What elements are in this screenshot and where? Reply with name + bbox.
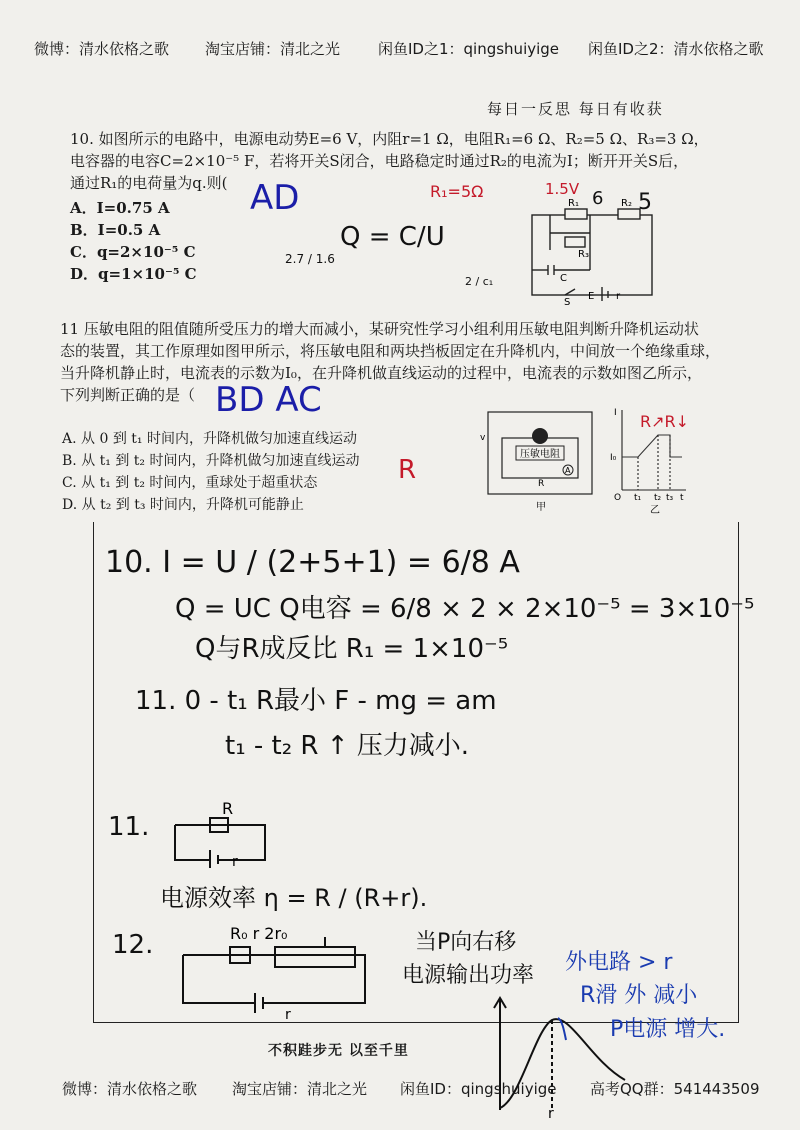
work-line4: 11. 0 - t₁ R最小 F - mg = am: [135, 686, 497, 716]
circuit-r2: R₂: [621, 198, 632, 209]
q10-line3: 通过R₁的电荷量为q.则(: [70, 174, 228, 192]
footer-qq: 高考QQ群：541443509: [590, 1080, 760, 1098]
q10-option-c: C．q=2×10⁻⁵ C: [70, 243, 196, 261]
q10-r1-note: R₁=5Ω: [430, 182, 484, 201]
circuit-r1: R₁: [568, 198, 579, 209]
q11-line1: 11 压敏电阻的阻值随所受压力的增大而减小，某研究性学习小组利用压敏电阻判断升降机运动状: [60, 320, 699, 338]
header-xianyu2: 闲鱼ID之2：清水依格之歌: [588, 40, 764, 58]
q10-q-formula: Q = C/U: [340, 222, 445, 252]
q11-line2: 态的装置，其工作原理如图甲所示，将压敏电阻和两块挡板固定在升降机内，中间放一个绝缘重球，: [60, 342, 721, 360]
q11-option-b: B. 从 t₁ 到 t₂ 时间内，升降机做匀加速直线运动: [62, 453, 360, 469]
yi-figure-label: 乙: [650, 505, 660, 515]
q11-option-d: D. 从 t₂ 到 t₃ 时间内，升降机可能静止: [62, 497, 304, 513]
work-circuit-r-label: R: [222, 800, 234, 818]
work-circuit12-r: r: [285, 1007, 291, 1020]
jia-ammeter-label: A: [565, 466, 571, 475]
q11-line3: 当升降机静止时，电流表的示数为I₀，在升降机做直线运动的过程中，电流表的示数如图乙所示，: [60, 364, 702, 382]
jia-v-label: v: [480, 433, 486, 443]
yi-o-label: O: [614, 493, 622, 503]
q11-figure-jia: [480, 410, 600, 515]
footer-weibo: 微博：清水依格之歌: [62, 1080, 198, 1098]
jia-figure-label: 甲: [536, 502, 546, 513]
page-footer: [0, 1078, 800, 1098]
footer-motto: 不积跬步无 以至千里: [268, 1043, 409, 1059]
q10-hand-fraction2: 2 / c₁: [465, 275, 494, 288]
jia-sensor-label: 压敏电阻: [520, 449, 560, 460]
circuit-e: E: [588, 291, 595, 302]
curve-r-label: r: [548, 1106, 554, 1120]
work-circuit-11: [170, 800, 280, 870]
work-line5: t₁ - t₂ R ↑ 压力减小.: [225, 731, 470, 761]
circuit-c: C: [560, 273, 567, 284]
footer-xianyu: 闲鱼ID：qingshuiyige: [400, 1080, 557, 1098]
q10-six-note: 6: [592, 188, 604, 209]
q10-hand-fraction: 2.7 / 1.6: [285, 252, 335, 266]
q10-voltage-note: 1.5V: [545, 180, 580, 198]
work-circuit12-labels: R₀ r 2r₀: [230, 925, 288, 943]
work-blue1: 外电路 > r: [565, 950, 673, 975]
circuit-s: S: [564, 297, 571, 305]
q10-option-d: D．q=1×10⁻⁵ C: [70, 265, 197, 283]
jia-r-label: R: [538, 479, 545, 489]
work-line1: 10. I = U / (2+5+1) = 6/8 A: [105, 545, 520, 580]
q11-line4: 下列判断正确的是（: [60, 386, 196, 404]
q10-five-note: 5: [638, 190, 652, 215]
work-line2: Q = UC Q电容 = 6/8 × 2 × 2×10⁻⁵ = 3×10⁻⁵: [175, 594, 755, 624]
work-line3: Q与R成反比 R₁ = 1×10⁻⁵: [195, 634, 509, 664]
footer-taobao: 淘宝店铺：清北之光: [232, 1080, 368, 1098]
yi-t2-label: t₂: [654, 493, 662, 503]
q10-option-a: A．I=0.75 A: [70, 199, 170, 217]
circuit-r3: R₃: [578, 249, 589, 260]
q10-answer-handwritten: AD: [250, 178, 300, 218]
yi-i-label: I: [614, 408, 617, 418]
q11-rnr-note: R↗R↓: [640, 412, 690, 431]
circuit-r: r: [616, 291, 621, 302]
page-header: [0, 38, 800, 58]
daily-motto: 每日一反思 每日有收获: [487, 100, 664, 118]
work-blue3: P电源 增大.: [610, 1017, 726, 1042]
header-xianyu1: 闲鱼ID之1：qingshuiyige: [378, 40, 560, 58]
yi-t3-label: t₃: [666, 493, 674, 503]
work-circuit-r-small: r: [232, 854, 238, 870]
header-taobao: 淘宝店铺：清北之光: [205, 40, 341, 58]
yi-i0-label: I₀: [610, 453, 617, 463]
power-curve-sketch: [490, 990, 630, 1120]
q11-r-note: R: [398, 455, 417, 485]
yi-t1-label: t₁: [634, 493, 642, 503]
q11-options: [62, 428, 359, 516]
q10-line2: 电容器的电容C=2×10⁻⁵ F，若将开关S闭合，电路稳定时通过R₂的电流为I；断开开关S后，: [70, 152, 689, 170]
q11-text: [60, 318, 790, 406]
work-line6: 11.: [108, 812, 150, 842]
work-efficiency: 电源效率 η = R / (R+r).: [160, 884, 428, 912]
q10-line1: 10. 如图所示的电路中，电源电动势E=6 V，内阻r=1 Ω，电阻R₁=6 Ω、R₂=5 Ω、R₃=3 Ω，: [70, 130, 709, 148]
work-circuit-12: [175, 925, 385, 1020]
q11-option-c: C. 从 t₁ 到 t₂ 时间内，重球处于超重状态: [62, 475, 318, 491]
header-weibo: 微博：清水依格之歌: [34, 40, 170, 58]
yi-t-label: t: [680, 493, 684, 503]
work-line9: 当P向右移: [415, 930, 517, 955]
q11-answer-handwritten: BD AC: [215, 380, 322, 420]
work-line8: 12.: [112, 930, 154, 960]
q11-option-a: A. 从 0 到 t₁ 时间内，升降机做匀加速直线运动: [62, 431, 357, 447]
work-line10: 电源输出功率: [402, 963, 535, 988]
q10-option-b: B．I=0.5 A: [70, 221, 161, 239]
work-blue2: R滑 外 减小: [580, 983, 698, 1008]
q10-options: [70, 197, 197, 285]
